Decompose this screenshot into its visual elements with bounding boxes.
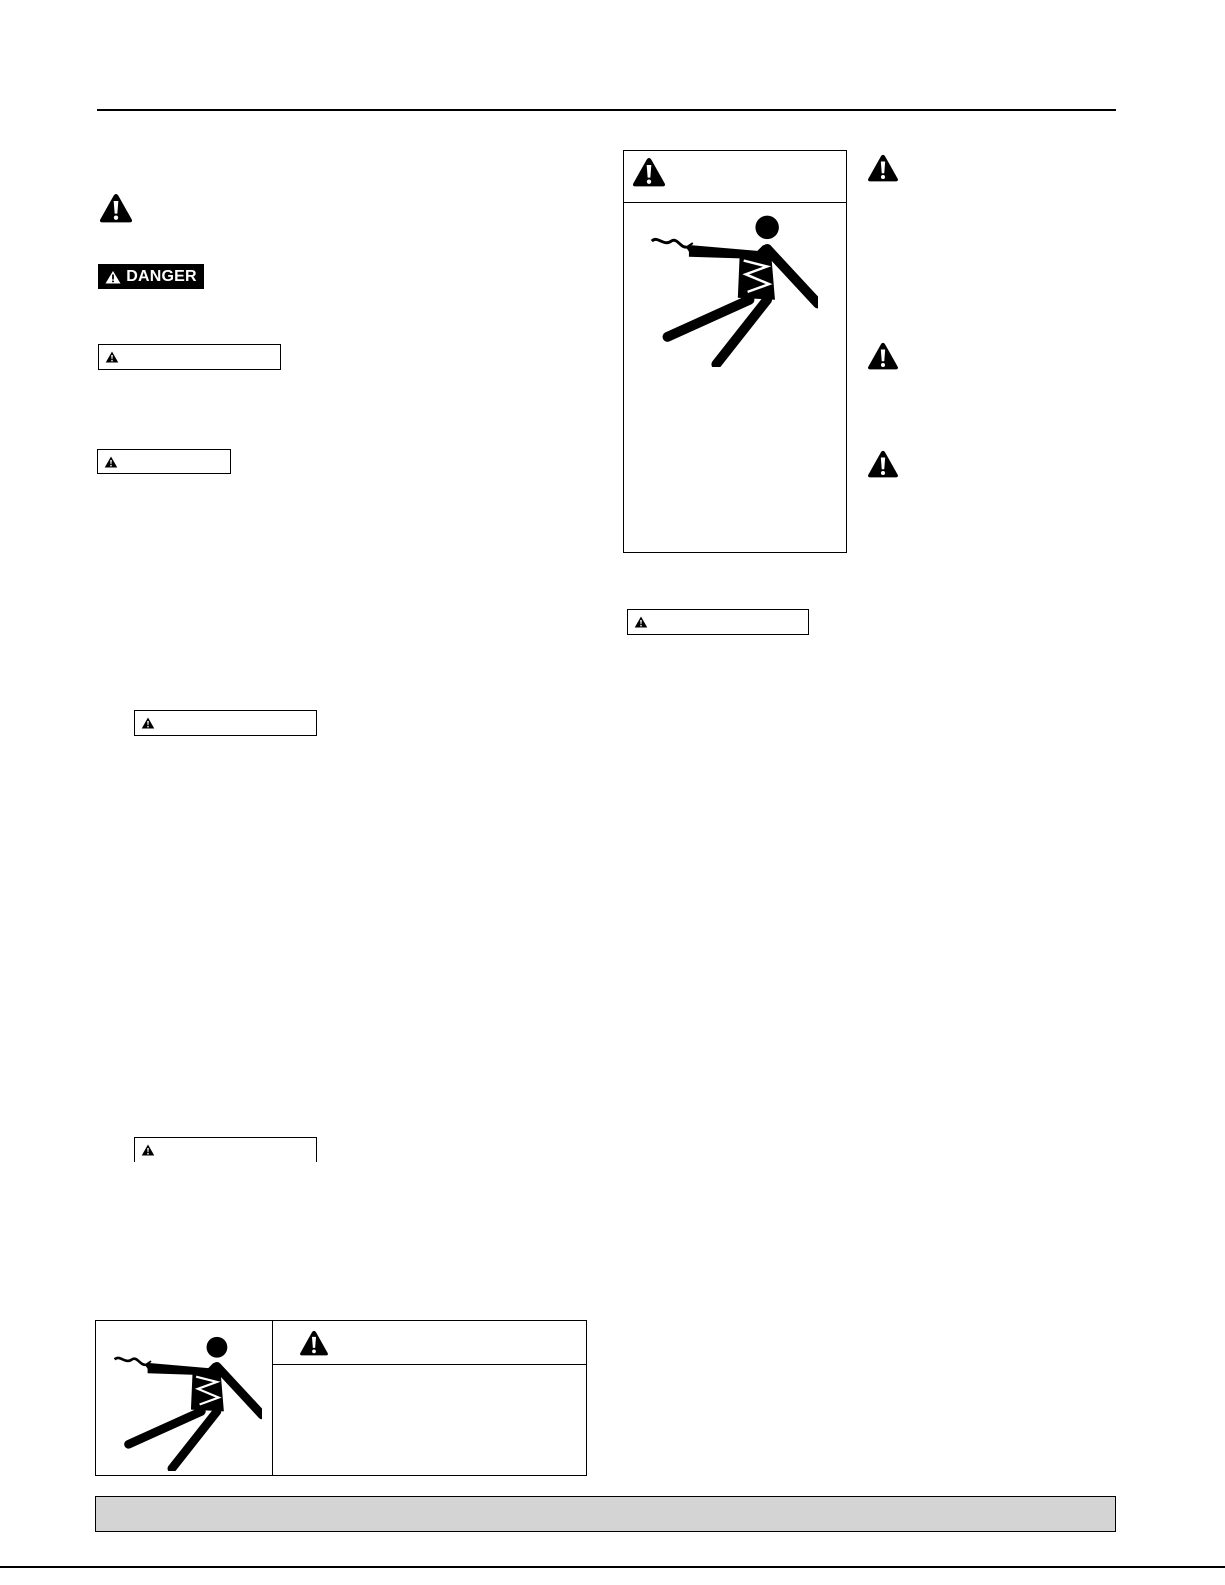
electrical-hazard-panel — [95, 1320, 587, 1476]
signal-word-box — [134, 710, 317, 736]
warning-triangle-icon — [632, 157, 666, 192]
panel-header — [624, 151, 846, 203]
top-rule — [97, 109, 1116, 111]
electric-shock-hazard-icon — [106, 1331, 262, 1476]
signal-word-box — [98, 344, 281, 370]
warning-triangle-icon — [104, 456, 118, 468]
warning-triangle-icon — [634, 616, 648, 628]
panel-header — [273, 1321, 586, 1365]
warning-triangle-icon — [867, 154, 899, 182]
warning-triangle-icon — [99, 193, 133, 223]
signal-word-box — [134, 1137, 317, 1162]
shock-pictogram-cell — [96, 1321, 273, 1475]
warning-triangle-icon — [867, 450, 899, 478]
footer-bar — [95, 1496, 1116, 1532]
warning-triangle-icon — [105, 270, 121, 284]
danger-label: DANGER — [126, 267, 197, 285]
warning-triangle-icon — [867, 342, 899, 370]
warning-triangle-icon — [105, 351, 119, 363]
signal-word-box — [627, 609, 809, 635]
electrical-hazard-panel — [623, 150, 847, 553]
electric-shock-hazard-icon — [642, 209, 818, 372]
warning-triangle-icon — [299, 1330, 329, 1361]
danger-signal-word — [98, 264, 204, 289]
warning-triangle-icon — [141, 717, 155, 729]
bottom-rule — [0, 1566, 1225, 1568]
signal-word-box — [97, 449, 231, 474]
warning-triangle-icon — [141, 1144, 155, 1156]
